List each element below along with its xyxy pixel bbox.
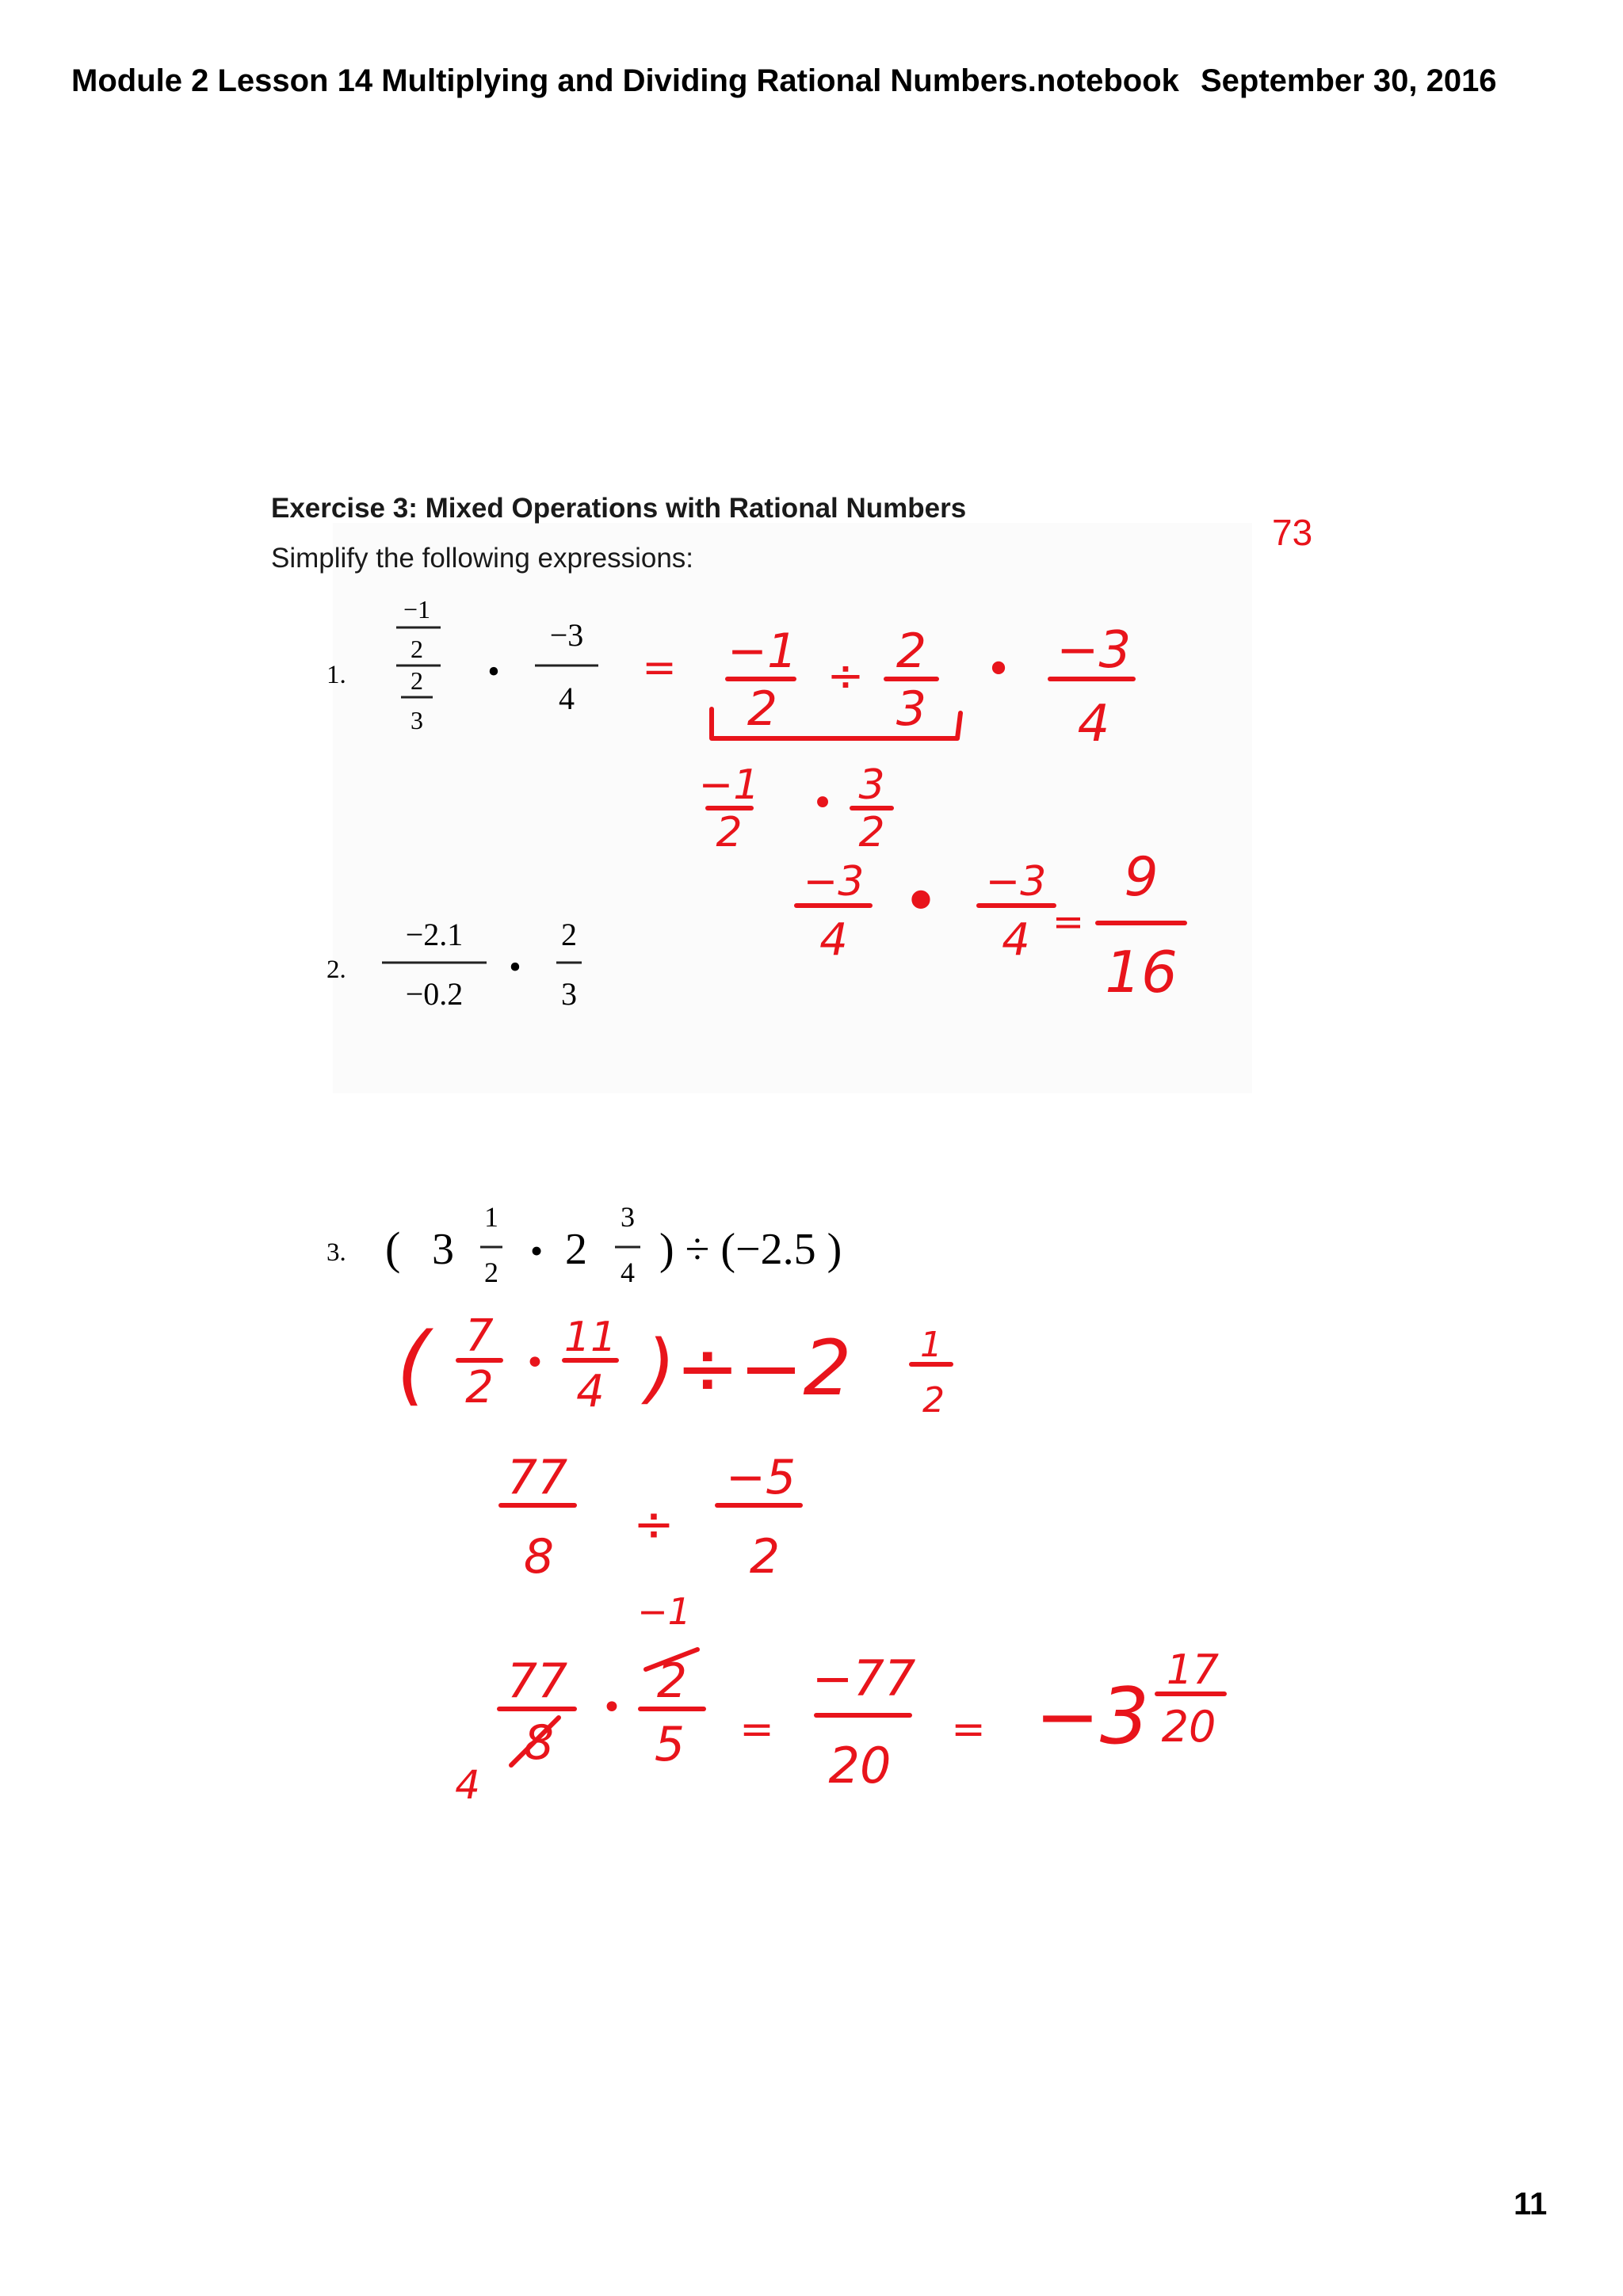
hw-dot: •	[902, 864, 940, 938]
hw-fraction-numerator: −5	[725, 1450, 796, 1505]
outer-denominator: 3	[411, 706, 423, 734]
inner-denominator: 2	[411, 635, 423, 663]
hw-fraction-denominator: 2	[716, 809, 743, 856]
hw-fraction-numerator: 2	[656, 1653, 688, 1709]
hw-fraction-numerator: −77	[812, 1650, 916, 1707]
hw-fraction-numerator: 2	[896, 624, 927, 679]
hw-fraction-numerator: 1	[920, 1325, 942, 1365]
exercise-instructions: Simplify the following expressions:	[271, 543, 694, 574]
first-denominator: −0.2	[405, 976, 464, 1012]
multiply-dot: •	[509, 948, 521, 986]
handwritten-work-problem-3	[396, 1310, 1224, 1808]
handwritten-note: 73	[1272, 512, 1313, 553]
hw-open-paren: (	[396, 1314, 430, 1415]
hw-divide: ÷	[633, 1495, 674, 1553]
second-denominator: 3	[561, 976, 577, 1012]
hw-fraction-numerator: −3	[803, 858, 865, 906]
outer-numerator: 2	[411, 666, 423, 695]
fraction1-denominator: 2	[484, 1257, 498, 1288]
hw-fraction-denominator: 4	[576, 1366, 605, 1417]
hw-fraction-denominator: 8	[523, 1529, 555, 1585]
second-numerator: −3	[549, 617, 584, 653]
second-numerator: 2	[561, 917, 577, 952]
hw-answer-denominator: 16	[1105, 939, 1178, 1005]
first-numerator: −2.1	[405, 917, 464, 952]
hw-fraction-denominator: 8	[523, 1715, 555, 1771]
hw-fraction-denominator: 4	[1077, 695, 1110, 753]
whole-number-2: 2	[565, 1225, 587, 1274]
hw-fraction-numerator: 77	[506, 1653, 568, 1709]
problem-1	[327, 595, 598, 734]
hw-fraction-numerator: −3	[1056, 621, 1132, 680]
whole-number-1: 3	[432, 1225, 454, 1274]
hw-fraction-denominator: 4	[819, 914, 848, 966]
hw-answer-denominator: 20	[1161, 1702, 1216, 1752]
hw-equals: =	[1052, 900, 1085, 944]
problem-2	[327, 917, 582, 1012]
hw-fraction-denominator: 2	[747, 681, 778, 737]
second-denominator: 4	[559, 681, 575, 716]
exercise-title: Exercise 3: Mixed Operations with Rational Numbers	[271, 493, 967, 524]
hw-dot: •	[811, 781, 834, 826]
multiply-dot: •	[487, 652, 500, 691]
hw-dot: •	[601, 1688, 622, 1728]
hw-fraction-denominator: 3	[896, 681, 927, 737]
hw-answer-numerator: 9	[1124, 846, 1159, 909]
hw-cancel-numerator: −1	[637, 1590, 691, 1633]
hw-fraction-denominator: 2	[922, 1380, 945, 1421]
hw-answer-numerator: 17	[1166, 1646, 1220, 1694]
inner-numerator: −1	[403, 595, 431, 624]
hw-dot: •	[985, 644, 1012, 696]
notebook-title: Module 2 Lesson 14 Multiplying and Dividing Rational Numbers.notebook	[71, 63, 1179, 98]
hw-fraction-numerator: 11	[563, 1314, 617, 1361]
close-paren-divide: ) ÷ (−2.5 )	[659, 1225, 842, 1274]
hw-cancel-denominator: 4	[455, 1762, 480, 1808]
multiply-dot: •	[529, 1230, 544, 1271]
open-paren: (	[385, 1222, 401, 1274]
hw-fraction-numerator: 3	[858, 761, 885, 809]
problem-number: 2.	[327, 955, 346, 984]
hw-fraction-numerator: −1	[727, 624, 798, 679]
hw-fraction-denominator: 2	[858, 809, 885, 856]
fraction2-numerator: 3	[621, 1201, 635, 1233]
hw-fraction-numerator: −1	[698, 761, 760, 809]
hw-fraction-denominator: 5	[654, 1717, 685, 1772]
hw-equals: =	[739, 1706, 774, 1753]
hw-close-paren-divide: )÷−2	[646, 1324, 852, 1413]
fraction1-numerator: 1	[484, 1201, 498, 1233]
hw-fraction-denominator: 20	[828, 1737, 892, 1794]
handwritten-work-problem-1	[642, 621, 1185, 1005]
notebook-date: September 30, 2016	[1201, 63, 1497, 98]
hw-fraction-denominator: 2	[465, 1362, 494, 1413]
hw-fraction-numerator: −3	[985, 858, 1047, 906]
problem-number: 3.	[327, 1238, 346, 1267]
hw-fraction-numerator: 7	[465, 1310, 494, 1362]
problem-number: 1.	[327, 661, 346, 689]
fraction2-denominator: 4	[621, 1257, 635, 1288]
hw-fraction-denominator: 2	[749, 1529, 781, 1585]
hw-dot: •	[525, 1343, 545, 1383]
page-number: 11	[1514, 2187, 1548, 2222]
hw-fraction-numerator: 77	[506, 1450, 568, 1505]
hw-equals: =	[642, 644, 677, 692]
hw-equals: =	[951, 1706, 986, 1753]
hw-answer-whole: −3	[1034, 1672, 1150, 1762]
hw-divide: ÷	[827, 650, 865, 702]
problem-3	[327, 1201, 842, 1288]
hw-fraction-denominator: 4	[1002, 914, 1030, 966]
